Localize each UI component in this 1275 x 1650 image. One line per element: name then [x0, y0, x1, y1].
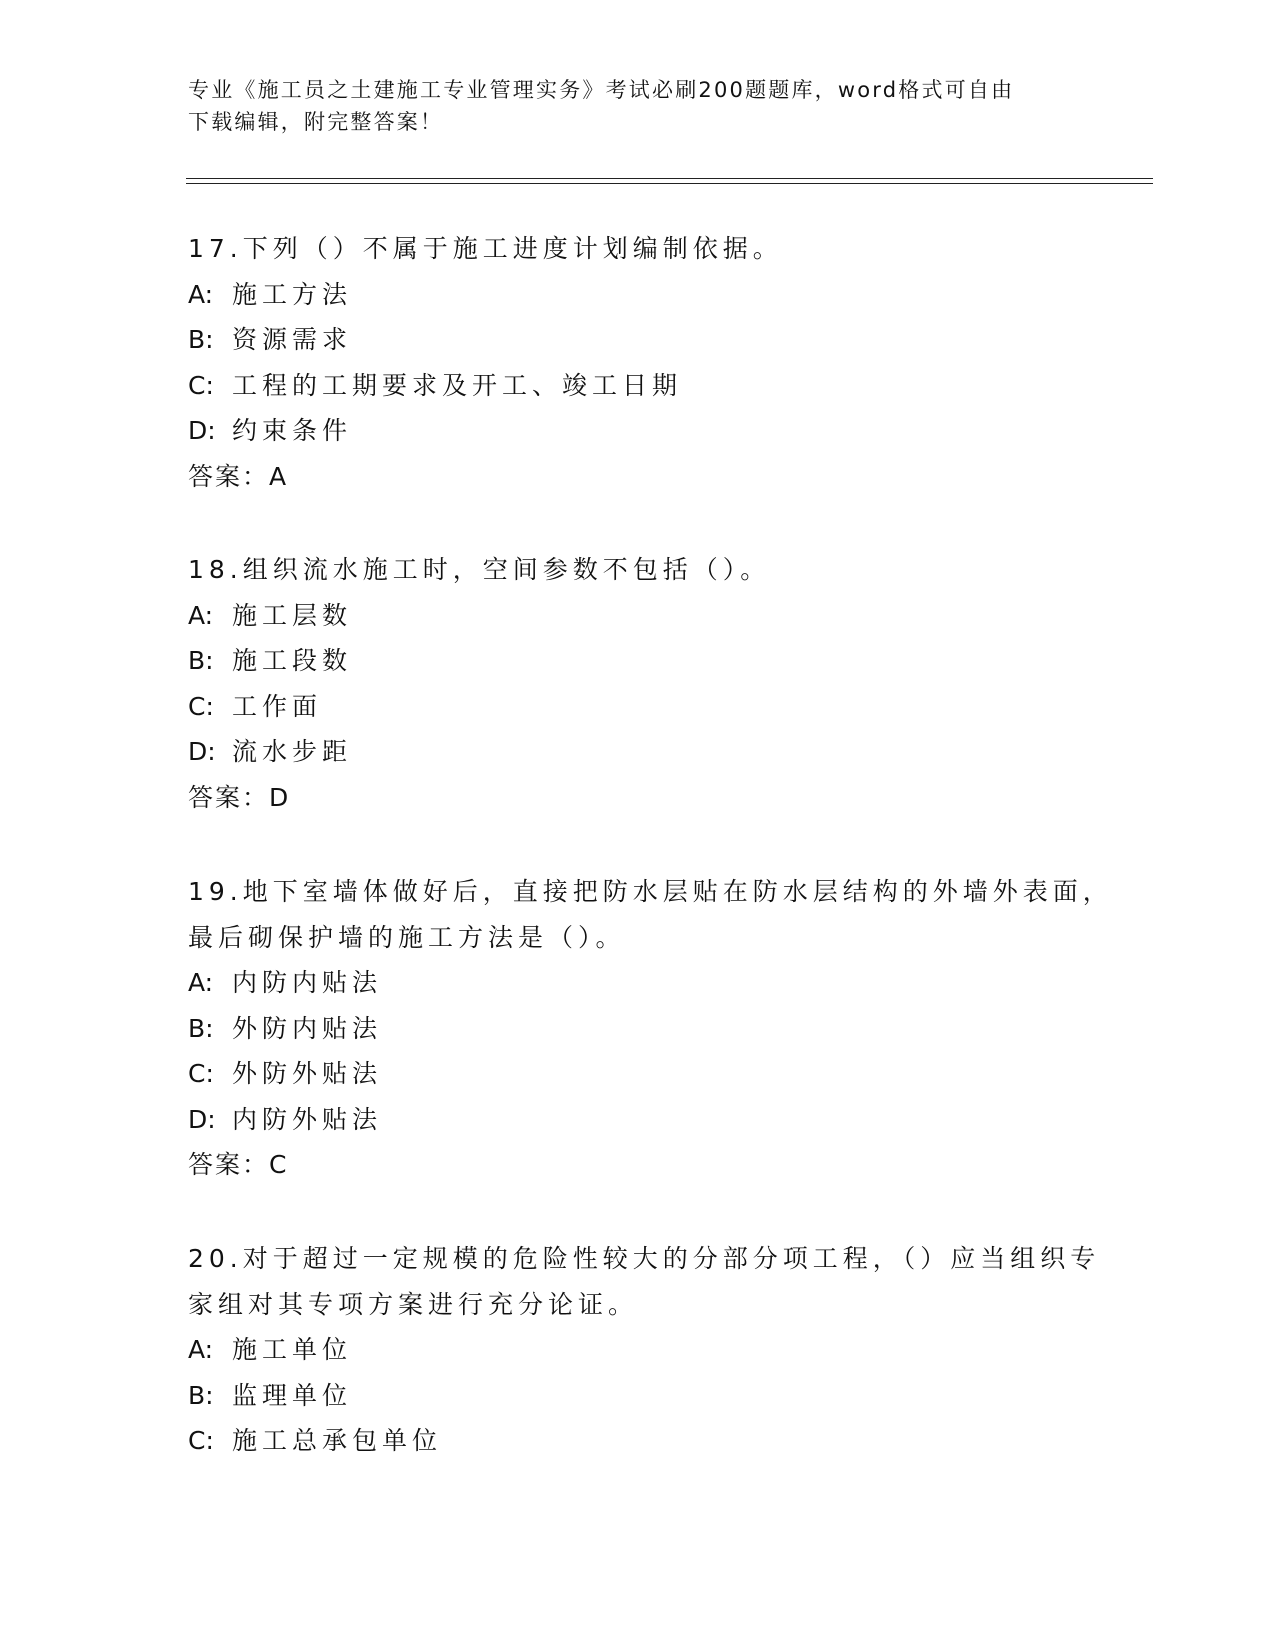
answer-value: D: [269, 782, 290, 812]
header-divider-top: [186, 178, 1153, 179]
option-letter: B:: [188, 1380, 214, 1410]
option-letter: C:: [188, 691, 214, 721]
question-stem: 17.下列（）不属于施工进度计划编制依据。: [188, 234, 783, 263]
answer-value: A: [269, 461, 288, 491]
option-text: 施工总承包单位: [232, 1426, 443, 1455]
option-text: 外防内贴法: [232, 1013, 383, 1043]
answer-label: 答案：: [188, 461, 270, 491]
option-letter: A:: [188, 279, 214, 309]
option-text: 内防内贴法: [232, 968, 383, 997]
option-b: [188, 1006, 1088, 1052]
option-text: 资源需求: [232, 325, 353, 354]
option-b: [188, 1373, 1088, 1419]
option-text: 外防外贴法: [232, 1059, 383, 1088]
option-a: [188, 960, 1088, 1006]
answer: [188, 454, 1088, 500]
option-letter: C:: [188, 1426, 214, 1455]
option-letter: B:: [188, 325, 214, 354]
option-text: 施工单位: [232, 1335, 353, 1364]
option-a: [188, 593, 1088, 639]
option-c: [188, 1051, 1088, 1097]
answer-label: 答案：: [188, 1150, 270, 1179]
option-letter: B:: [188, 1013, 214, 1043]
option-text: 内防外贴法: [232, 1104, 383, 1134]
question-stem-line-1: 20.对于超过一定规模的危险性较大的分部分项工程，（）应当组织专: [188, 1244, 1101, 1273]
answer: [188, 1142, 1088, 1188]
question-18: [188, 547, 1088, 820]
document-header: [188, 74, 1088, 138]
option-text: 施工段数: [232, 646, 353, 675]
option-letter: D:: [188, 1104, 216, 1134]
option-c: [188, 1418, 1088, 1464]
option-letter: A:: [188, 600, 214, 630]
option-letter: C:: [188, 370, 214, 400]
question-stem: 18.组织流水施工时，空间参数不包括（）。: [188, 555, 771, 584]
option-text: 约束条件: [232, 416, 353, 445]
option-text: 工程的工期要求及开工、竣工日期: [232, 370, 683, 400]
option-letter: A:: [188, 1335, 214, 1364]
option-letter: B:: [188, 646, 214, 675]
header-line-2: 下载编辑，附完整答案！: [188, 110, 444, 134]
option-letter: D:: [188, 416, 216, 445]
answer-label: 答案：: [188, 782, 270, 812]
option-letter: C:: [188, 1059, 214, 1088]
option-b: [188, 317, 1088, 363]
option-c: [188, 363, 1088, 409]
option-c: [188, 684, 1088, 730]
option-a: [188, 1327, 1088, 1373]
answer: [188, 775, 1088, 821]
option-text: 监理单位: [232, 1380, 353, 1410]
option-d: [188, 1097, 1088, 1143]
question-19: [188, 869, 1113, 1188]
question-stem-line-1: 19.地下室墙体做好后，直接把防水层贴在防水层结构的外墙外表面，: [188, 877, 1113, 906]
question-17: [188, 226, 1088, 499]
option-text: 工作面: [232, 691, 323, 721]
question-20: [188, 1236, 1101, 1464]
header-line-1: 专业《施工员之土建施工专业管理实务》考试必刷200题题库，word格式可自由: [188, 78, 1015, 102]
option-b: [188, 638, 1088, 684]
option-a: [188, 272, 1088, 318]
header-divider-bottom: [186, 183, 1153, 184]
option-d: [188, 729, 1088, 775]
option-text: 施工方法: [232, 279, 353, 309]
answer-value: C: [269, 1150, 288, 1179]
option-d: [188, 408, 1088, 454]
option-text: 施工层数: [232, 600, 353, 630]
option-letter: D:: [188, 737, 216, 766]
option-letter: A:: [188, 968, 214, 997]
question-stem-line-2: 家组对其专项方案进行充分论证。: [188, 1289, 639, 1319]
question-stem-line-2: 最后砌保护墙的施工方法是（）。: [188, 922, 626, 952]
option-text: 流水步距: [232, 737, 353, 766]
